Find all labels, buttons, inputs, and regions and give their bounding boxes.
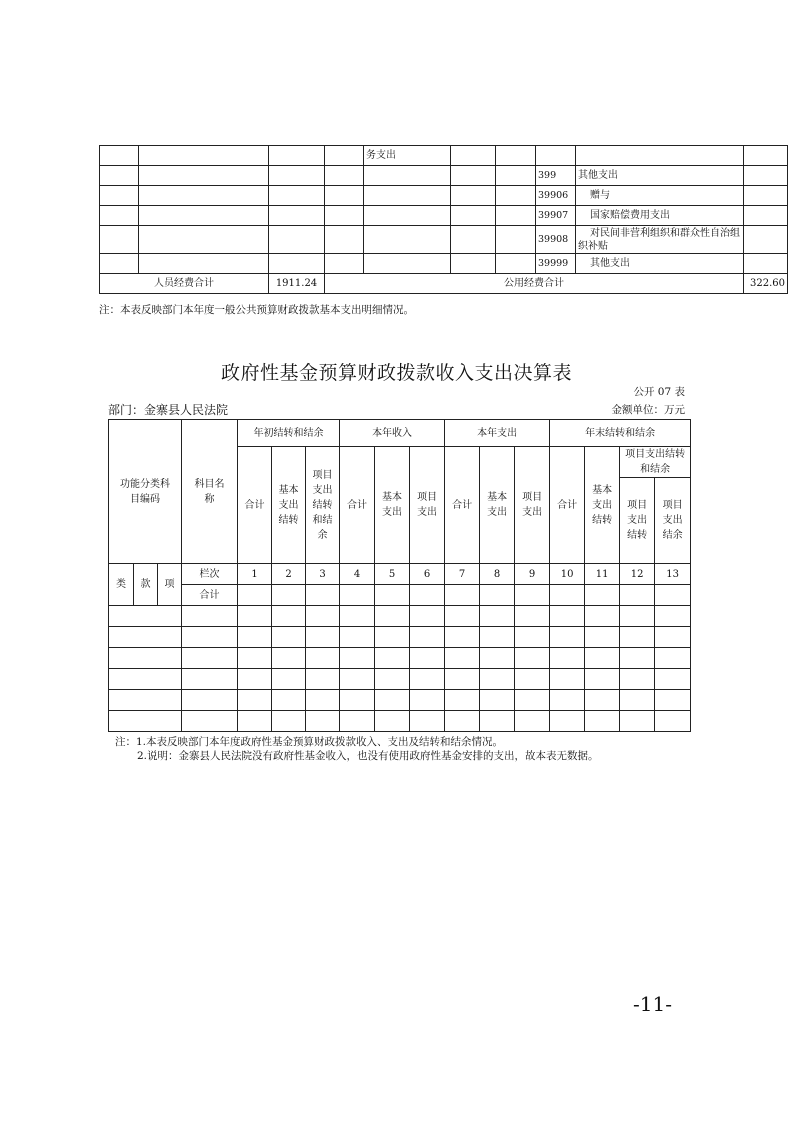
column-number: 6 [410, 564, 445, 585]
personnel-total-label: 人员经费合计 [100, 274, 269, 294]
column-number: 11 [585, 564, 620, 585]
department-label: 部门：金寨县人民法院 [108, 403, 229, 417]
column-number: 8 [480, 564, 515, 585]
income-project-header: 项目支出 [410, 447, 445, 564]
func-code-header: 功能分类科目编码 [109, 420, 182, 564]
kuan-header: 款 [134, 564, 158, 606]
column-number: 4 [340, 564, 375, 585]
begin-total-header: 合计 [238, 447, 272, 564]
fund-note-1: 注：1.本表反映部门本年度政府性基金预算财政拨款收入、支出及结转和结余情况。 [115, 736, 504, 748]
end-project-carry-header: 项目支出结转 [620, 478, 655, 564]
column-number: 13 [655, 564, 691, 585]
column-number: 7 [445, 564, 480, 585]
total-row [100, 274, 788, 294]
lanci-label: 栏次 [182, 564, 238, 585]
table-row [100, 206, 788, 226]
econ-code-cell: 39906 [536, 186, 576, 206]
expense-header: 本年支出 [445, 420, 550, 447]
column-number: 5 [375, 564, 410, 585]
subject-name-header: 科目名称 [182, 420, 238, 564]
income-header: 本年收入 [340, 420, 445, 447]
public-total-value: 322.60 [744, 274, 788, 294]
table-row [100, 186, 788, 206]
fund-table [108, 419, 691, 732]
basic-expense-table [99, 145, 788, 294]
table-row [100, 166, 788, 186]
xiang-header: 项 [158, 564, 182, 606]
econ-code-cell: 39999 [536, 254, 576, 274]
econ-name-cell: 对民间非营利组织和群众性自治组织补贴 [576, 226, 744, 254]
end-project-header: 项目支出结转和结余 [620, 447, 691, 478]
begin-project-carry-header: 项目支出结转和结余 [306, 447, 340, 564]
column-number: 12 [620, 564, 655, 585]
total-row [109, 585, 691, 606]
page-title: 政府性基金预算财政拨款收入支出决算表 [220, 362, 572, 384]
table-row [109, 669, 691, 690]
fund-note-2: 2.说明：金寨县人民法院没有政府性基金收入，也没有使用政府性基金安排的支出，故本表无数据。 [137, 750, 599, 762]
end-basic-carry-header: 基本支出结转 [585, 447, 620, 564]
table-row [109, 690, 691, 711]
column-number: 1 [238, 564, 272, 585]
table-row [109, 627, 691, 648]
econ-code-cell: 39907 [536, 206, 576, 226]
table-row [109, 606, 691, 627]
lei-header: 类 [109, 564, 134, 606]
econ-name-cell: 赠与 [576, 186, 744, 206]
column-number-row [109, 564, 691, 585]
unit-label: 金额单位：万元 [611, 404, 685, 416]
page-number: -11- [633, 992, 672, 1016]
expense-basic-header: 基本支出 [480, 447, 515, 564]
table-row [100, 146, 788, 166]
econ-code-cell: 39908 [536, 226, 576, 254]
expense-total-header: 合计 [445, 447, 480, 564]
expense-project-header: 项目支出 [515, 447, 550, 564]
income-total-header: 合计 [340, 447, 375, 564]
end-total-header: 合计 [550, 447, 585, 564]
table-row [109, 711, 691, 732]
end-header: 年末结转和结余 [550, 420, 691, 447]
econ-name-cell: 国家赔偿费用支出 [576, 206, 744, 226]
column-number: 10 [550, 564, 585, 585]
table-note: 注：本表反映部门本年度一般公共预算财政拨款基本支出明细情况。 [99, 304, 414, 316]
public-total-label: 公用经费合计 [325, 274, 744, 294]
econ-code-cell: 399 [536, 166, 576, 186]
column-number: 2 [272, 564, 306, 585]
begin-header: 年初结转和结余 [238, 420, 340, 447]
table-row [100, 226, 788, 254]
econ-name-cell: 务支出 [364, 146, 451, 166]
econ-name-cell: 其他支出 [576, 254, 744, 274]
form-number: 公开 07 表 [633, 386, 685, 398]
end-project-surplus-header: 项目支出结余 [655, 478, 691, 564]
column-number: 9 [515, 564, 550, 585]
table-row [100, 254, 788, 274]
column-number: 3 [306, 564, 340, 585]
table-row [109, 648, 691, 669]
personnel-total-value: 1911.24 [269, 274, 325, 294]
income-basic-header: 基本支出 [375, 447, 410, 564]
begin-basic-carry-header: 基本支出结转 [272, 447, 306, 564]
total-label: 合计 [182, 585, 238, 606]
header-row [109, 420, 691, 447]
econ-name-cell: 其他支出 [576, 166, 744, 186]
